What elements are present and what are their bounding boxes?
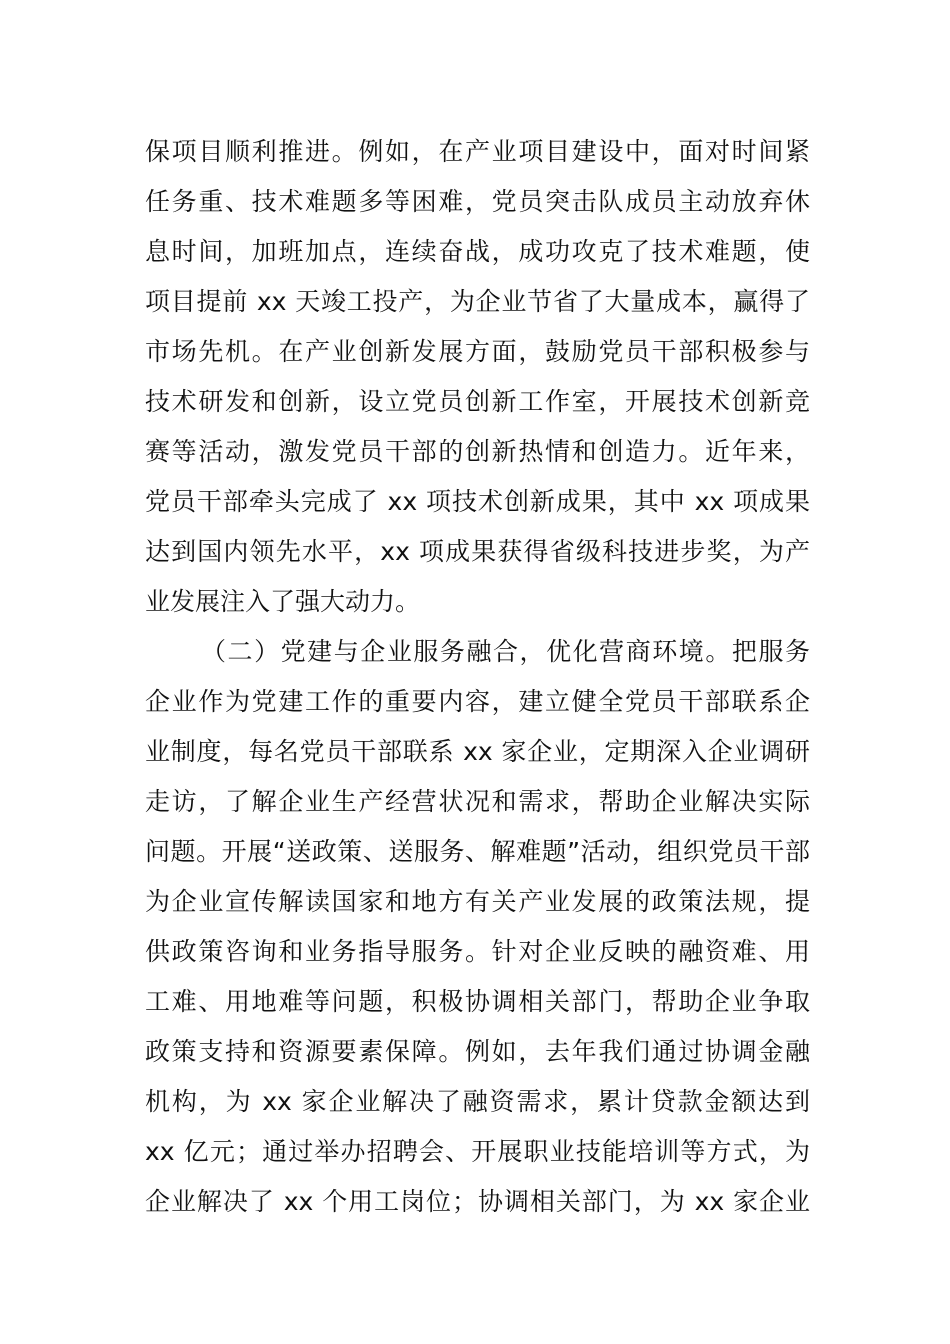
text-line: 供政策咨询和业务指导服务。针对企业反映的融资难、用 bbox=[145, 937, 810, 966]
text-line: 企业解决了 xx 个用工岗位；协调相关部门，为 xx 家企业 bbox=[145, 1187, 811, 1216]
text-line: 达到国内领先水平，xx 项成果获得省级科技进步奖，为产 bbox=[145, 537, 810, 566]
text-line: 市场先机。在产业创新发展方面，鼓励党员干部积极参与 bbox=[145, 337, 810, 366]
text-line: 走访，了解企业生产经营状况和需求，帮助企业解决实际 bbox=[145, 787, 810, 816]
text-line: 任务重、技术难题多等困难，党员突击队成员主动放弃休 bbox=[145, 187, 810, 216]
document-body bbox=[145, 127, 810, 1227]
text-line: xx 亿元；通过举办招聘会、开展职业技能培训等方式，为 bbox=[145, 1137, 810, 1166]
text-line: 问题。开展“送政策、送服务、解难题”活动，组织党员干部 bbox=[145, 837, 810, 866]
text-line: 项目提前 xx 天竣工投产，为企业节省了大量成本，赢得了 bbox=[145, 287, 810, 316]
text-line: 企业作为党建工作的重要内容，建立健全党员干部联系企 bbox=[145, 687, 810, 716]
text-line: 机构，为 xx 家企业解决了融资需求，累计贷款金额达到 bbox=[145, 1087, 810, 1116]
text-line: 技术研发和创新，设立党员创新工作室，开展技术创新竞 bbox=[145, 387, 810, 416]
text-line: 党员干部牵头完成了 xx 项技术创新成果，其中 xx 项成果 bbox=[145, 487, 811, 516]
text-line: 赛等活动，激发党员干部的创新热情和创造力。近年来， bbox=[145, 437, 810, 466]
text-line: 息时间，加班加点，连续奋战，成功攻克了技术难题，使 bbox=[145, 237, 810, 266]
text-line: 工难、用地难等问题，积极协调相关部门，帮助企业争取 bbox=[145, 987, 810, 1016]
paragraph-end-line: 业发展注入了强大动力。 bbox=[145, 587, 421, 616]
text-line: 政策支持和资源要素保障。例如，去年我们通过协调金融 bbox=[145, 1037, 810, 1066]
text-line: 为企业宣传解读国家和地方有关产业发展的政策法规，提 bbox=[145, 887, 810, 916]
section-heading-line: （二）党建与企业服务融合，优化营商环境。把服务 bbox=[201, 637, 810, 666]
text-line: 业制度，每名党员干部联系 xx 家企业，定期深入企业调研 bbox=[145, 737, 810, 766]
text-line: 保项目顺利推进。例如，在产业项目建设中，面对时间紧 bbox=[145, 137, 810, 166]
